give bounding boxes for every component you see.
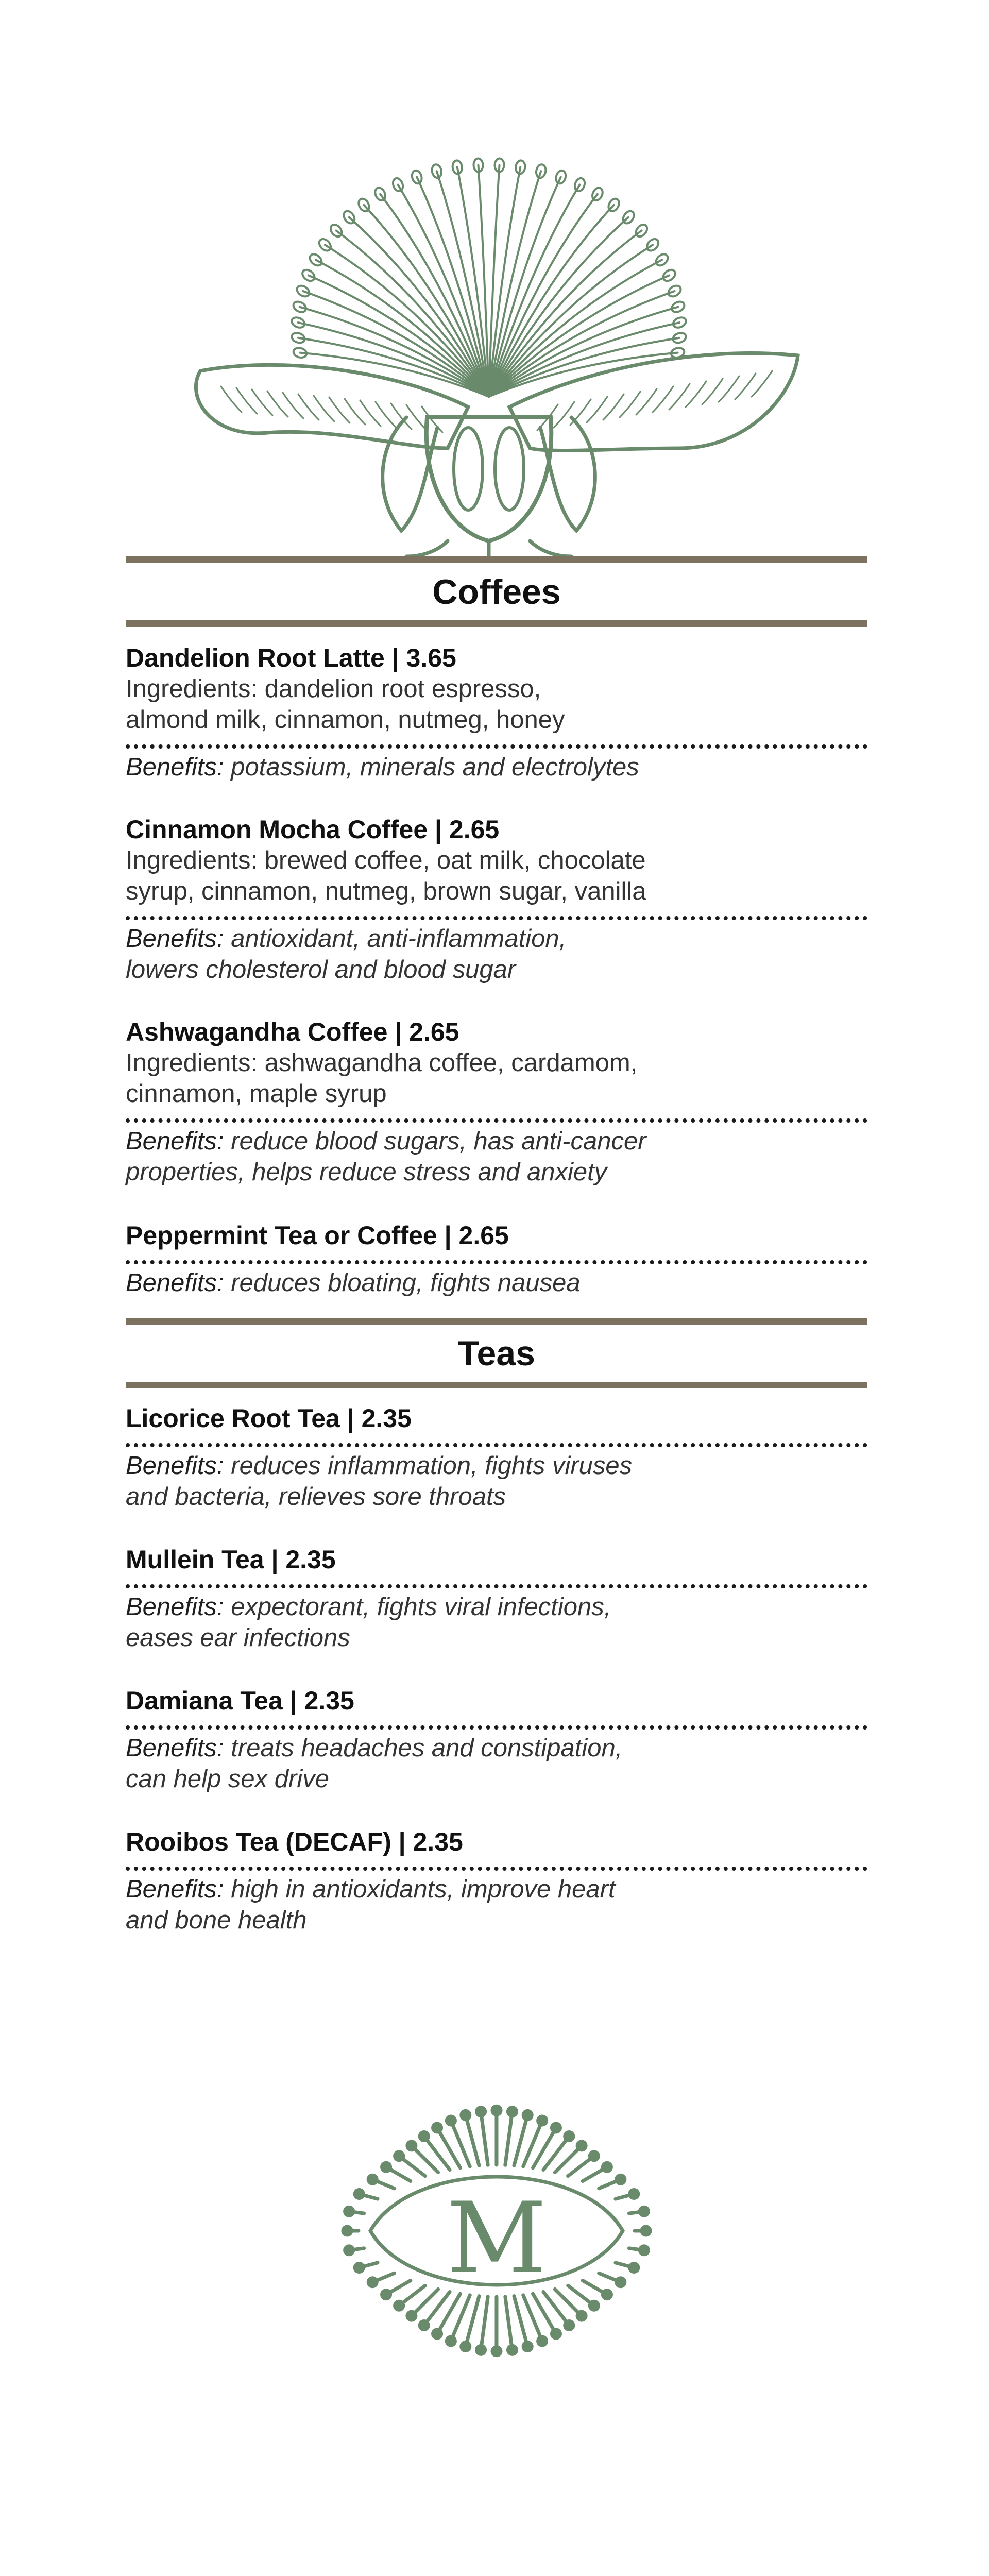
benefits-label: Benefits: xyxy=(126,1127,224,1155)
flower-illustration-icon xyxy=(180,129,816,562)
dotted-divider xyxy=(126,1443,867,1447)
section-title: Teas xyxy=(458,1333,535,1373)
item-benefits xyxy=(126,1126,867,1188)
monogram-letter: M xyxy=(446,2181,547,2295)
benefits-text: lowers cholesterol and blood sugar xyxy=(126,956,516,984)
ingredients-line: syrup, cinnamon, nutmeg, brown sugar, vanilla xyxy=(126,877,646,905)
item-benefits xyxy=(126,752,867,783)
item-benefits xyxy=(126,1874,867,1936)
section-header-teas xyxy=(126,1318,867,1388)
item-benefits xyxy=(126,1591,867,1653)
benefits-label: Benefits: xyxy=(126,1269,224,1297)
benefits-text: and bacteria, relieves sore throats xyxy=(126,1483,506,1511)
ingredients-line: almond milk, cinnamon, nutmeg, honey xyxy=(126,706,565,734)
menu-item xyxy=(126,1685,867,1794)
ingredients-line: cinnamon, maple syrup xyxy=(126,1080,387,1108)
dotted-divider xyxy=(126,1118,867,1123)
dotted-divider xyxy=(126,1867,867,1871)
dotted-divider xyxy=(126,1584,867,1588)
menu-item xyxy=(126,814,867,985)
benefits-label: Benefits: xyxy=(126,1452,224,1480)
item-name: Licorice Root Tea | 2.35 xyxy=(126,1404,412,1433)
benefits-label: Benefits: xyxy=(126,1734,224,1762)
benefits-label: Benefits: xyxy=(126,925,224,953)
item-benefits xyxy=(126,1733,867,1794)
menu-item xyxy=(126,1220,867,1298)
benefits-label: Benefits: xyxy=(126,1593,224,1621)
benefits-text: treats headaches and constipation, xyxy=(224,1734,623,1762)
menu-item xyxy=(126,1403,867,1512)
item-name: Rooibos Tea (DECAF) | 2.35 xyxy=(126,1827,463,1856)
benefits-text: potassium, minerals and electrolytes xyxy=(224,753,639,781)
benefits-text: reduce blood sugars, has anti-cancer xyxy=(224,1127,646,1155)
item-name: Peppermint Tea or Coffee | 2.65 xyxy=(126,1221,509,1250)
item-ingredients xyxy=(126,1047,867,1109)
benefits-text: can help sex drive xyxy=(126,1765,329,1793)
monogram-emblem-icon xyxy=(339,2050,654,2411)
benefits-text: eases ear infections xyxy=(126,1624,350,1652)
item-benefits xyxy=(126,923,867,985)
ingredients-line: Ingredients: brewed coffee, oat milk, chocolate xyxy=(126,846,646,874)
benefits-text: reduces bloating, fights nausea xyxy=(224,1269,581,1297)
menu-page xyxy=(126,0,867,2576)
item-ingredients xyxy=(126,845,867,907)
menu-item xyxy=(126,1016,867,1188)
benefits-text: antioxidant, anti-inflammation, xyxy=(224,925,567,953)
item-name: Cinnamon Mocha Coffee | 2.65 xyxy=(126,815,500,844)
menu-item xyxy=(126,1826,867,1936)
benefits-text: high in antioxidants, improve heart xyxy=(224,1875,616,1903)
item-benefits xyxy=(126,1267,867,1298)
benefits-text: reduces inflammation, fights viruses xyxy=(224,1452,633,1480)
menu-item xyxy=(126,642,867,783)
benefits-text: properties, helps reduce stress and anxiety xyxy=(126,1158,607,1186)
dotted-divider xyxy=(126,916,867,920)
item-name: Dandelion Root Latte | 3.65 xyxy=(126,643,456,672)
benefits-text: and bone health xyxy=(126,1906,307,1934)
ingredients-line: Ingredients: ashwagandha coffee, cardamom, xyxy=(126,1049,638,1077)
benefits-text: expectorant, fights viral infections, xyxy=(224,1593,611,1621)
ingredients-line: Ingredients: dandelion root espresso, xyxy=(126,675,541,703)
dotted-divider xyxy=(126,1725,867,1730)
item-benefits xyxy=(126,1450,867,1512)
benefits-label: Benefits: xyxy=(126,1875,224,1903)
item-ingredients xyxy=(126,673,867,735)
menu-item xyxy=(126,1544,867,1653)
section-header-coffees xyxy=(126,556,867,627)
benefits-label: Benefits: xyxy=(126,753,224,781)
section-title: Coffees xyxy=(432,572,561,612)
item-name: Damiana Tea | 2.35 xyxy=(126,1686,354,1715)
item-name: Mullein Tea | 2.35 xyxy=(126,1545,336,1574)
item-name: Ashwagandha Coffee | 2.65 xyxy=(126,1018,459,1046)
dotted-divider xyxy=(126,1260,867,1264)
dotted-divider xyxy=(126,744,867,749)
